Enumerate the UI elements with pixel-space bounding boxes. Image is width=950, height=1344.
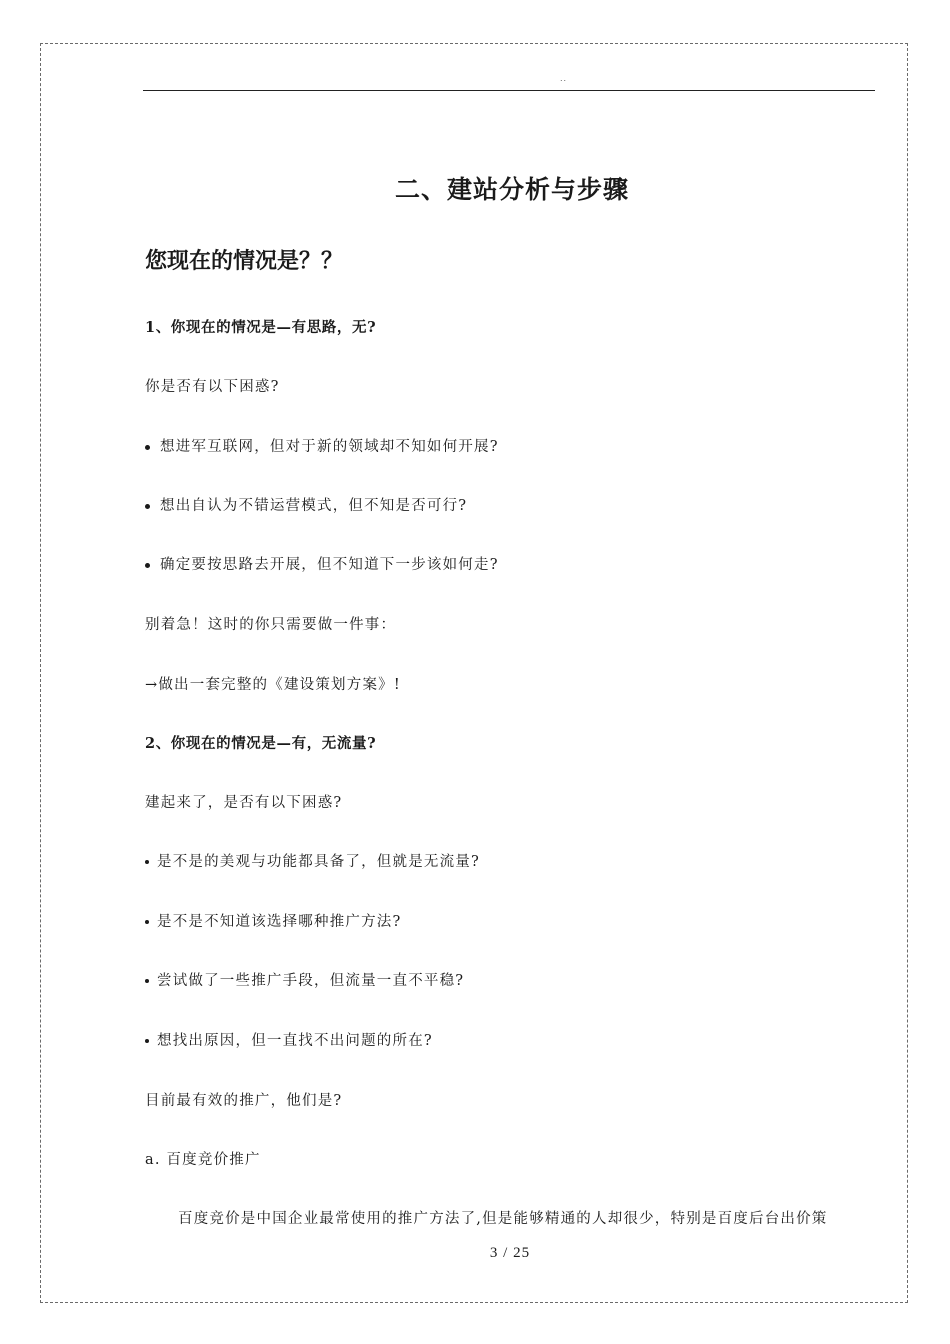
list-item xyxy=(145,435,499,456)
section2-item-a: a. 百度竞价推广 xyxy=(145,1152,261,1168)
header-rule xyxy=(143,90,875,91)
list-item xyxy=(145,494,467,515)
list-item-text: 尝试做了一些推广手段，但流量一直不平稳? xyxy=(157,973,465,989)
list-item-text: 是不是不知道该选择哪种推广方法? xyxy=(157,914,402,930)
page-title: 二、建站分析与步骤 xyxy=(395,175,630,204)
header-mark: .. xyxy=(560,74,568,83)
bullet-icon xyxy=(145,860,149,864)
list-item-text: 是不是的美观与功能都具备了，但就是无流量? xyxy=(157,854,480,870)
list-item xyxy=(145,850,480,871)
list-item-text: 想出自认为不错运营模式，但不知是否可行? xyxy=(160,498,468,514)
list-item-text: 确定要按思路去开展，但不知道下一步该如何走? xyxy=(160,557,499,573)
list-item xyxy=(145,969,464,990)
list-item-text: 想进军互联网，但对于新的领域却不知如何开展? xyxy=(160,439,499,455)
section2-heading: 2、你现在的情况是—有，无流量? xyxy=(145,735,377,752)
bullet-icon xyxy=(145,563,150,568)
list-item xyxy=(145,1029,433,1050)
bullet-icon xyxy=(145,979,149,983)
page-number: 3 / 25 xyxy=(489,1245,531,1261)
section2-intro: 建起来了，是否有以下困惑? xyxy=(145,795,343,811)
bullet-icon xyxy=(145,445,150,450)
section1-heading: 1、你现在的情况是—有思路，无? xyxy=(145,319,377,336)
list-item xyxy=(145,553,499,574)
section1-action: →做出一套完整的《建设策划方案》! xyxy=(145,677,401,693)
bullet-icon xyxy=(145,1039,149,1043)
subtitle: 您现在的情况是？？ xyxy=(145,248,344,274)
list-item-text: 想找出原因，但一直找不出问题的所在? xyxy=(157,1033,433,1049)
section1-intro: 你是否有以下困惑? xyxy=(145,379,280,395)
section2-question: 目前最有效的推广，他们是? xyxy=(145,1093,343,1109)
body-paragraph: 百度竞价是中国企业最常使用的推广方法了,但是能够精通的人却很少，特别是百度后台出价策 xyxy=(178,1211,828,1227)
list-item xyxy=(145,910,401,931)
bullet-icon xyxy=(145,920,149,924)
section1-advice: 别着急！这时的你只需要做一件事： xyxy=(145,617,397,633)
bullet-icon xyxy=(145,504,150,509)
